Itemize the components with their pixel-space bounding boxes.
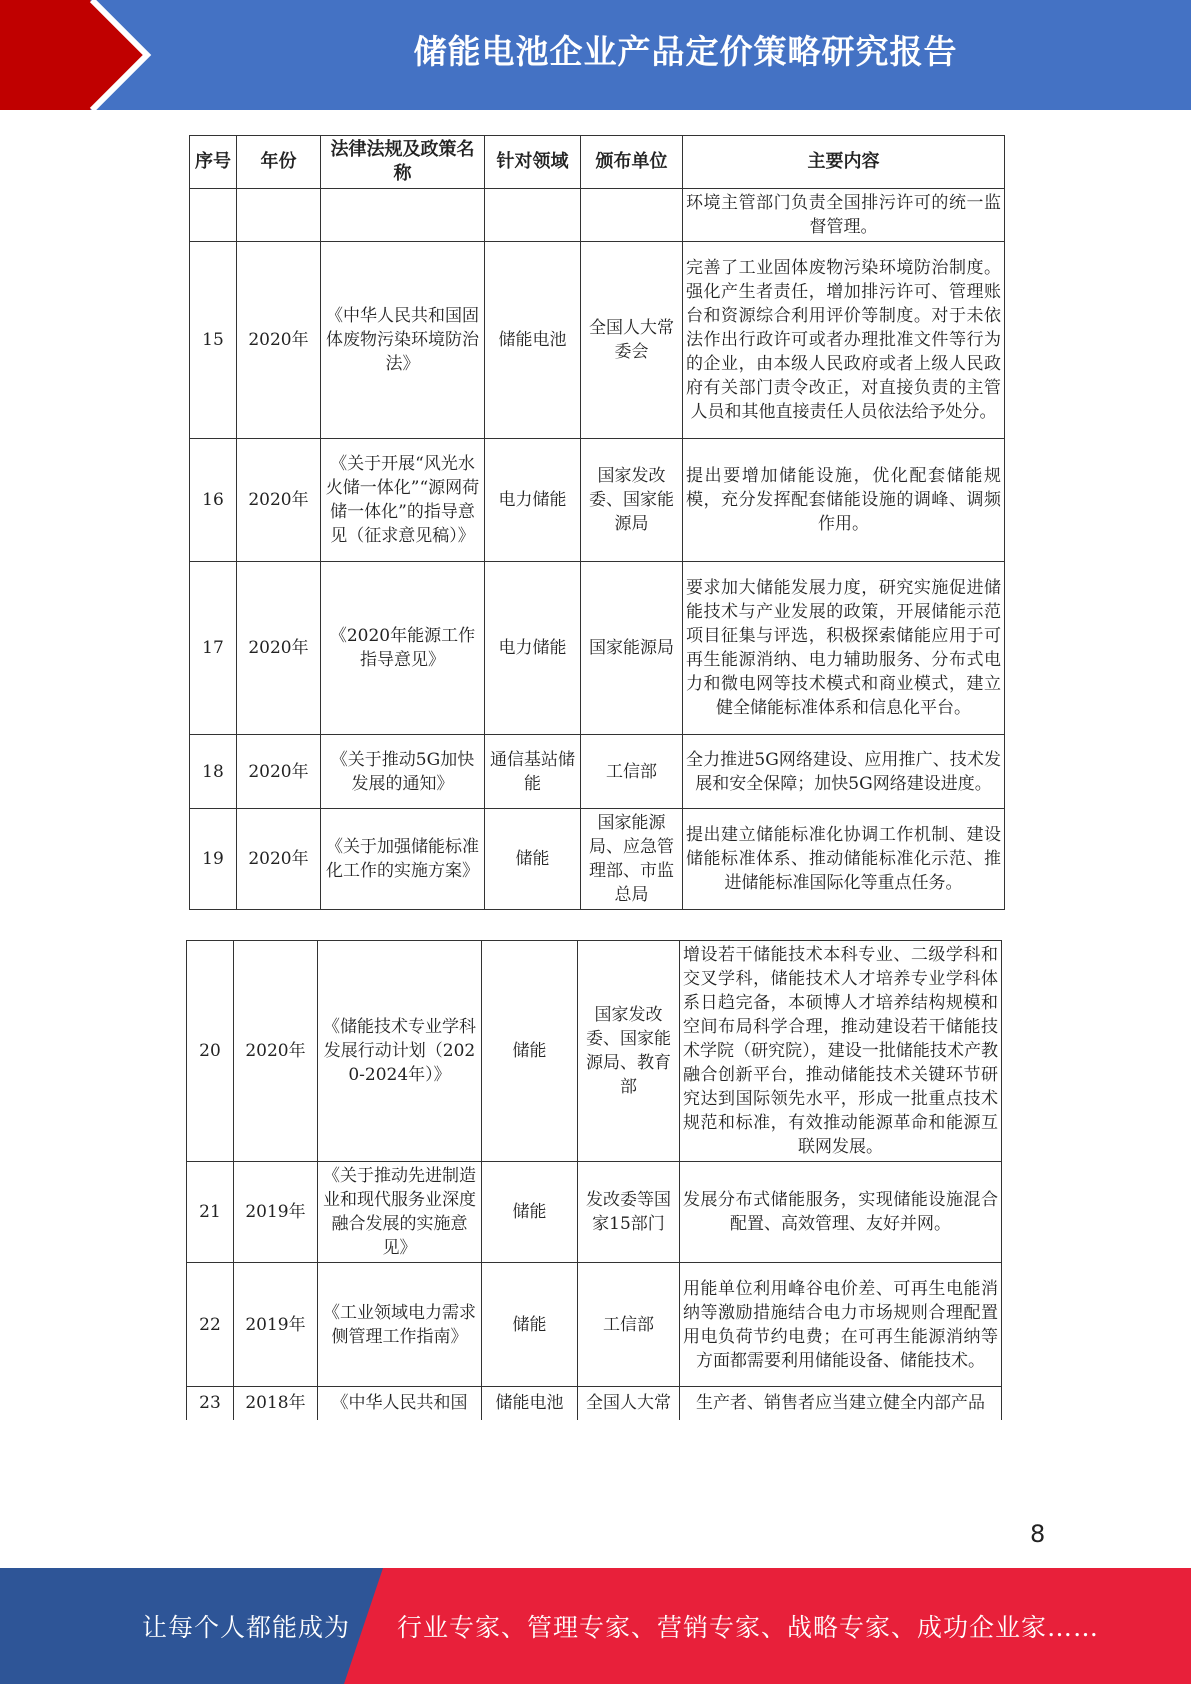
cell-field: 储能	[482, 1162, 578, 1263]
header-no: 序号	[190, 136, 237, 189]
cell-field: 储能	[482, 1263, 578, 1387]
cell-no: 22	[187, 1263, 234, 1387]
cell-name: 《中华人民共和国固体废物污染环境防治法》	[321, 242, 485, 439]
header-red-chevron	[0, 0, 145, 110]
cell-issuer: 工信部	[578, 1263, 680, 1387]
header-name: 法律法规及政策名称	[321, 136, 485, 189]
cell-issuer: 国家能源局、应急管理部、市监总局	[581, 809, 683, 910]
cell-year: 2020年	[237, 735, 321, 809]
header-field: 针对领域	[485, 136, 581, 189]
cell-year: 2020年	[234, 941, 318, 1162]
header-content: 主要内容	[683, 136, 1005, 189]
table-row	[190, 562, 1005, 735]
table-row	[190, 439, 1005, 562]
cell-content: 完善了工业固体废物污染环境防治制度。强化产生者责任，增加排污许可、管理账台和资源综合利用评价等制度。对于未依法作出行政许可或者办理批准文件等行为的企业，由本级人民政府或者上级人民政府有关部门责令改正，对直接负责的主管人员和其他直接责任人员依法给予处分。	[683, 242, 1005, 439]
cell-year: 2019年	[234, 1263, 318, 1387]
cell-year: 2020年	[237, 562, 321, 735]
cell-no: 17	[190, 562, 237, 735]
policy-table	[189, 135, 1005, 910]
table-row	[190, 189, 1005, 242]
cell-issuer: 国家发改委、国家能源局	[581, 439, 683, 562]
cell-year: 2020年	[237, 439, 321, 562]
cell-content: 全力推进5G网络建设、应用推广、技术发展和安全保障；加快5G网络建设进度。	[683, 735, 1005, 809]
cell-name: 《关于开展“风光水火储一体化”“源网荷储一体化”的指导意见（征求意见稿）》	[321, 439, 485, 562]
cell-issuer: 全国人大常	[578, 1387, 680, 1420]
cell-issuer: 全国人大常委会	[581, 242, 683, 439]
cell-field: 电力储能	[485, 562, 581, 735]
table-header-row	[190, 136, 1005, 189]
cell-name: 《中华人民共和国	[318, 1387, 482, 1420]
cell-field: 储能	[482, 941, 578, 1162]
cell-name: 《关于推动先进制造业和现代服务业深度融合发展的实施意见》	[318, 1162, 482, 1263]
cell-no	[190, 189, 237, 242]
cell-content: 发展分布式储能服务，实现储能设施混合配置、高效管理、友好并网。	[680, 1162, 1002, 1263]
cell-issuer: 国家发改委、国家能源局、教育部	[578, 941, 680, 1162]
table-row	[190, 735, 1005, 809]
table-row	[187, 1162, 1002, 1263]
cell-field	[485, 189, 581, 242]
cell-name: 《工业领域电力需求侧管理工作指南》	[318, 1263, 482, 1387]
header-year: 年份	[237, 136, 321, 189]
header-issuer: 颁布单位	[581, 136, 683, 189]
table-row	[190, 809, 1005, 910]
table-row	[187, 941, 1002, 1162]
footer-slogan-right: 行业专家、管理专家、营销专家、战略专家、成功企业家……	[397, 1613, 1100, 1642]
cell-year: 2018年	[234, 1387, 318, 1420]
page-title: 储能电池企业产品定价策略研究报告	[413, 32, 958, 71]
cell-no: 15	[190, 242, 237, 439]
cell-field: 通信基站储能	[485, 735, 581, 809]
table-row	[190, 242, 1005, 439]
footer-slogan-left: 让每个人都能成为	[142, 1613, 351, 1642]
cell-content: 增设若干储能技术本科专业、二级学科和交叉学科，储能技术人才培养专业学科体系日趋完备，本硕博人才培养结构规模和空间布局科学合理，推动建设若干储能技术学院（研究院），建设一批储能技术产教融合创新平台，推动储能技术关键环节研究达到国际领先水平，形成一批重点技术规范和标准，有效推动能源革命和能源互联网发展。	[680, 941, 1002, 1162]
cell-field: 储能电池	[482, 1387, 578, 1420]
cell-content: 提出要增加储能设施，优化配套储能规模，充分发挥配套储能设施的调峰、调频作用。	[683, 439, 1005, 562]
cell-year	[237, 189, 321, 242]
cell-name: 《储能技术专业学科发展行动计划（2020-2024年）》	[318, 941, 482, 1162]
cell-content: 用能单位利用峰谷电价差、可再生电能消纳等激励措施结合电力市场规则合理配置用电负荷节约电费；在可再生能源消纳等方面都需要利用储能设备、储能技术。	[680, 1263, 1002, 1387]
footer-band	[0, 1568, 1191, 1684]
cell-content: 提出建立储能标准化协调工作机制、建设储能标准体系、推动储能标准化示范、推进储能标准国际化等重点任务。	[683, 809, 1005, 910]
cell-content: 环境主管部门负责全国排污许可的统一监督管理。	[683, 189, 1005, 242]
cell-field: 电力储能	[485, 439, 581, 562]
page-number: 8	[1030, 1520, 1046, 1548]
cell-year: 2020年	[237, 809, 321, 910]
cell-no: 16	[190, 439, 237, 562]
cell-issuer: 发改委等国家15部门	[578, 1162, 680, 1263]
cell-issuer: 国家能源局	[581, 562, 683, 735]
cell-year: 2019年	[234, 1162, 318, 1263]
cell-name: 《2020年能源工作指导意见》	[321, 562, 485, 735]
policy-table-continued	[186, 940, 1002, 1420]
cell-name: 《关于推动5G加快发展的通知》	[321, 735, 485, 809]
header-band	[0, 0, 1191, 110]
cell-year: 2020年	[237, 242, 321, 439]
cell-name	[321, 189, 485, 242]
table-row	[187, 1387, 1002, 1420]
cell-issuer	[581, 189, 683, 242]
cell-no: 21	[187, 1162, 234, 1263]
cell-content: 要求加大储能发展力度，研究实施促进储能技术与产业发展的政策，开展储能示范项目征集与评选，积极探索储能应用于可再生能源消纳、电力辅助服务、分布式电力和微电网等技术模式和商业模式，建立健全储能标准体系和信息化平台。	[683, 562, 1005, 735]
cell-issuer: 工信部	[581, 735, 683, 809]
cell-no: 18	[190, 735, 237, 809]
cell-field: 储能电池	[485, 242, 581, 439]
cell-no: 23	[187, 1387, 234, 1420]
cell-content: 生产者、销售者应当建立健全内部产品	[680, 1387, 1002, 1420]
cell-name: 《关于加强储能标准化工作的实施方案》	[321, 809, 485, 910]
table-row	[187, 1263, 1002, 1387]
cell-no: 19	[190, 809, 237, 910]
cell-field: 储能	[485, 809, 581, 910]
cell-no: 20	[187, 941, 234, 1162]
